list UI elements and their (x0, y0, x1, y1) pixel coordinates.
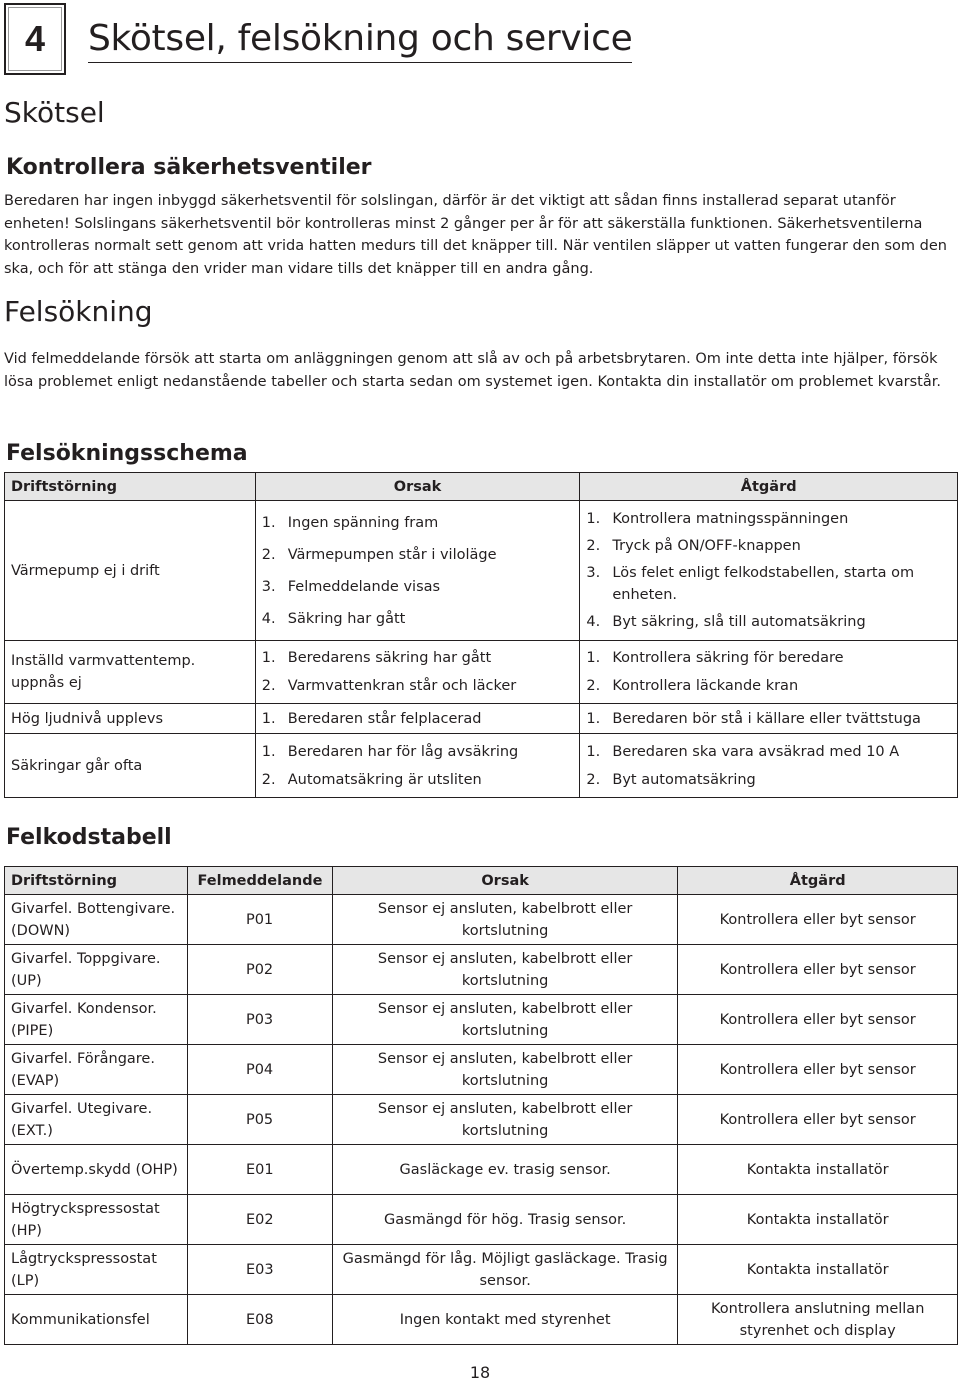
list-number: 1. (586, 511, 601, 527)
atgard-cell: Kontrollera eller byt sensor (678, 945, 958, 995)
table-row (5, 1095, 958, 1145)
orsak-cell: Sensor ej ansluten, kabelbrott eller kortslutning (332, 945, 677, 995)
list-number: 3. (261, 578, 276, 595)
problem-cell: Inställd varmvattentemp. uppnås ej (5, 641, 256, 704)
action-cell (580, 641, 958, 704)
action-cell (580, 501, 958, 641)
list-text: Beredaren står felplacerad (287, 710, 482, 727)
felsokning-paragraph: Vid felmeddelande försök att starta om anläggningen genom att slå av och på arbetsbrytaren. Om inte detta inte hjälper, försök lösa problemet enligt nedanstående tabeller och starta sedan om systemet igen. Kontakta din installatör om problemet kvarstår. (4, 351, 941, 390)
problem-cell: Hög ljudnivå upplevs (5, 704, 256, 734)
felmeddelande-cell: P03 (187, 995, 332, 1045)
action-cell (580, 734, 958, 798)
page-number: 18 (469, 1363, 491, 1382)
list-item (586, 741, 951, 763)
list-text: Lös felet enligt felkodstabellen, starta om enheten. (612, 565, 915, 603)
atgard-cell: Kontrollera eller byt sensor (678, 1095, 958, 1145)
list-text: Automatsäkring är utsliten (287, 771, 482, 788)
list-text: Kontrollera läckande kran (612, 678, 799, 694)
list-number: 1. (261, 710, 276, 727)
atgard-cell: Kontakta installatör (678, 1245, 958, 1295)
list-number: 1. (586, 743, 601, 760)
table-row (5, 995, 958, 1045)
felmeddelande-cell: E02 (187, 1195, 332, 1245)
driftstorning-cell: Övertemp.skydd (OHP) (5, 1145, 188, 1195)
list-text: Kontrollera säkring för beredare (612, 650, 844, 666)
list-number: 2. (586, 678, 601, 694)
atgard-cell: Kontakta installatör (678, 1145, 958, 1195)
list-text: Varmvattenkran står och läcker (287, 678, 517, 694)
list-number: 4. (586, 614, 601, 630)
list-item (586, 562, 951, 606)
felmeddelande-cell: P01 (187, 895, 332, 945)
felmeddelande-cell: P05 (187, 1095, 332, 1145)
orsak-cell: Sensor ej ansluten, kabelbrott eller kortslutning (332, 895, 677, 945)
driftstorning-cell: Kommunikationsfel (5, 1295, 188, 1345)
list-item (586, 647, 951, 669)
list-text: Felmeddelande visas (287, 578, 441, 595)
driftstorning-cell: Givarfel. Förångare. (EVAP) (5, 1045, 188, 1095)
atgard-cell: Kontrollera eller byt sensor (678, 1045, 958, 1095)
cause-cell (255, 734, 580, 798)
orsak-cell: Sensor ej ansluten, kabelbrott eller kortslutning (332, 1045, 677, 1095)
felsokningsschema-heading: Felsökningsschema (6, 441, 248, 466)
list-number: 2. (261, 771, 276, 788)
atgard-cell: Kontakta installatör (678, 1195, 958, 1245)
list-item (586, 769, 951, 791)
list-item (262, 769, 574, 791)
atgard-cell: Kontrollera eller byt sensor (678, 995, 958, 1045)
orsak-cell: Gasmängd för hög. Trasig sensor. (332, 1195, 677, 1245)
felmeddelande-cell: E08 (187, 1295, 332, 1345)
list-number: 2. (586, 538, 601, 554)
table-row (5, 1145, 958, 1195)
header-atgard: Åtgärd (580, 473, 958, 501)
orsak-cell: Ingen kontakt med styrenhet (332, 1295, 677, 1345)
orsak-cell: Gasläckage ev. trasig sensor. (332, 1145, 677, 1195)
list-text: Säkring har gått (287, 610, 406, 627)
driftstorning-cell: Lågtryckspressostat (LP) (5, 1245, 188, 1295)
table-row (5, 734, 958, 798)
list-text: Beredaren bör stå i källare eller tvättstuga (612, 710, 921, 727)
cause-cell (255, 704, 580, 734)
header-orsak: Orsak (332, 867, 677, 895)
chapter-number: 4 (24, 18, 46, 59)
header-driftstorning: Driftstörning (5, 867, 188, 895)
table-row (5, 704, 958, 734)
list-item (262, 512, 574, 534)
cause-cell (255, 641, 580, 704)
driftstorning-cell: Högtryckspressostat (HP) (5, 1195, 188, 1245)
list-item (586, 508, 951, 530)
felmeddelande-cell: P04 (187, 1045, 332, 1095)
action-cell (580, 704, 958, 734)
felmeddelande-cell: E03 (187, 1245, 332, 1295)
felmeddelande-cell: E01 (187, 1145, 332, 1195)
list-number: 1. (586, 650, 601, 666)
list-item (262, 576, 574, 598)
chapter-title: Skötsel, felsökning och service (88, 16, 632, 63)
table-row (5, 501, 958, 641)
orsak-cell: Gasmängd för låg. Möjligt gasläckage. Trasig sensor. (332, 1245, 677, 1295)
header-orsak: Orsak (255, 473, 580, 501)
list-number: 2. (261, 678, 276, 694)
skotsel-paragraph: Beredaren har ingen inbyggd säkerhetsventil för solslingan, därför är det viktigt att sådan finns installerad separat utanför enheten! Solslingans säkerhetsventil bör kontrolleras minst 2 gånger per år för att säkerställa funktionen. Säkerhetsventilerna kontrolleras normalt sett genom att vrida hatten medurs till det knäpper till. När ventilen släpper ut vatten fungerar den som den ska, och för att stänga den vrider man vidare tills det knäpper till en andra gång. (4, 193, 947, 277)
list-item (586, 611, 951, 633)
table-row (5, 641, 958, 704)
list-text: Beredaren ska vara avsäkrad med 10 A (612, 743, 900, 760)
driftstorning-cell: Givarfel. Bottengivare. (DOWN) (5, 895, 188, 945)
felmeddelande-cell: P02 (187, 945, 332, 995)
list-text: Ingen spänning fram (287, 514, 439, 531)
cause-cell (255, 501, 580, 641)
list-number: 1. (261, 650, 276, 666)
list-number: 2. (586, 771, 601, 788)
list-number: 4. (261, 610, 276, 627)
list-text: Beredarens säkring har gått (287, 650, 492, 666)
list-item (262, 544, 574, 566)
list-item (586, 675, 951, 697)
list-item (586, 535, 951, 557)
list-item (586, 708, 951, 730)
table-row (5, 1195, 958, 1245)
driftstorning-cell: Givarfel. Toppgivare. (UP) (5, 945, 188, 995)
felsokningsschema-table (4, 472, 958, 798)
chapter-number-box (4, 3, 66, 75)
problem-cell: Värmepump ej i drift (5, 501, 256, 641)
list-text: Beredaren har för låg avsäkring (287, 743, 519, 760)
list-number: 1. (586, 710, 601, 727)
list-text: Värmepumpen står i viloläge (287, 546, 497, 563)
list-number: 1. (261, 514, 276, 531)
list-number: 3. (586, 565, 601, 581)
list-item (262, 647, 574, 669)
header-atgard: Åtgärd (678, 867, 958, 895)
table-row (5, 1295, 958, 1345)
table-row (5, 945, 958, 995)
problem-cell: Säkringar går ofta (5, 734, 256, 798)
list-text: Kontrollera matningsspänningen (612, 511, 849, 527)
subheading-sakerhetsventiler: Kontrollera säkerhetsventiler (6, 155, 372, 180)
list-number: 1. (261, 743, 276, 760)
orsak-cell: Sensor ej ansluten, kabelbrott eller kortslutning (332, 1095, 677, 1145)
orsak-cell: Sensor ej ansluten, kabelbrott eller kortslutning (332, 995, 677, 1045)
list-number: 2. (261, 546, 276, 563)
list-item (262, 741, 574, 763)
driftstorning-cell: Givarfel. Utegivare. (EXT.) (5, 1095, 188, 1145)
list-item (262, 708, 574, 730)
list-item (262, 608, 574, 630)
table-header-row (5, 867, 958, 895)
list-text: Tryck på ON/OFF-knappen (612, 538, 801, 554)
skotsel-heading: Skötsel (4, 96, 105, 129)
list-text: Byt automatsäkring (612, 771, 756, 788)
table-row (5, 895, 958, 945)
atgard-cell: Kontrollera anslutning mellan styrenhet och display (678, 1295, 958, 1345)
table-row (5, 1245, 958, 1295)
felsokning-heading: Felsökning (4, 295, 153, 328)
felkodstabell-table (4, 866, 958, 1345)
table-row (5, 1045, 958, 1095)
list-item (262, 675, 574, 697)
header-felmeddelande: Felmeddelande (187, 867, 332, 895)
driftstorning-cell: Givarfel. Kondensor. (PIPE) (5, 995, 188, 1045)
felkodstabell-heading: Felkodstabell (6, 825, 172, 850)
header-driftstorning: Driftstörning (5, 473, 256, 501)
atgard-cell: Kontrollera eller byt sensor (678, 895, 958, 945)
list-text: Byt säkring, slå till automatsäkring (612, 614, 866, 630)
table-header-row (5, 473, 958, 501)
